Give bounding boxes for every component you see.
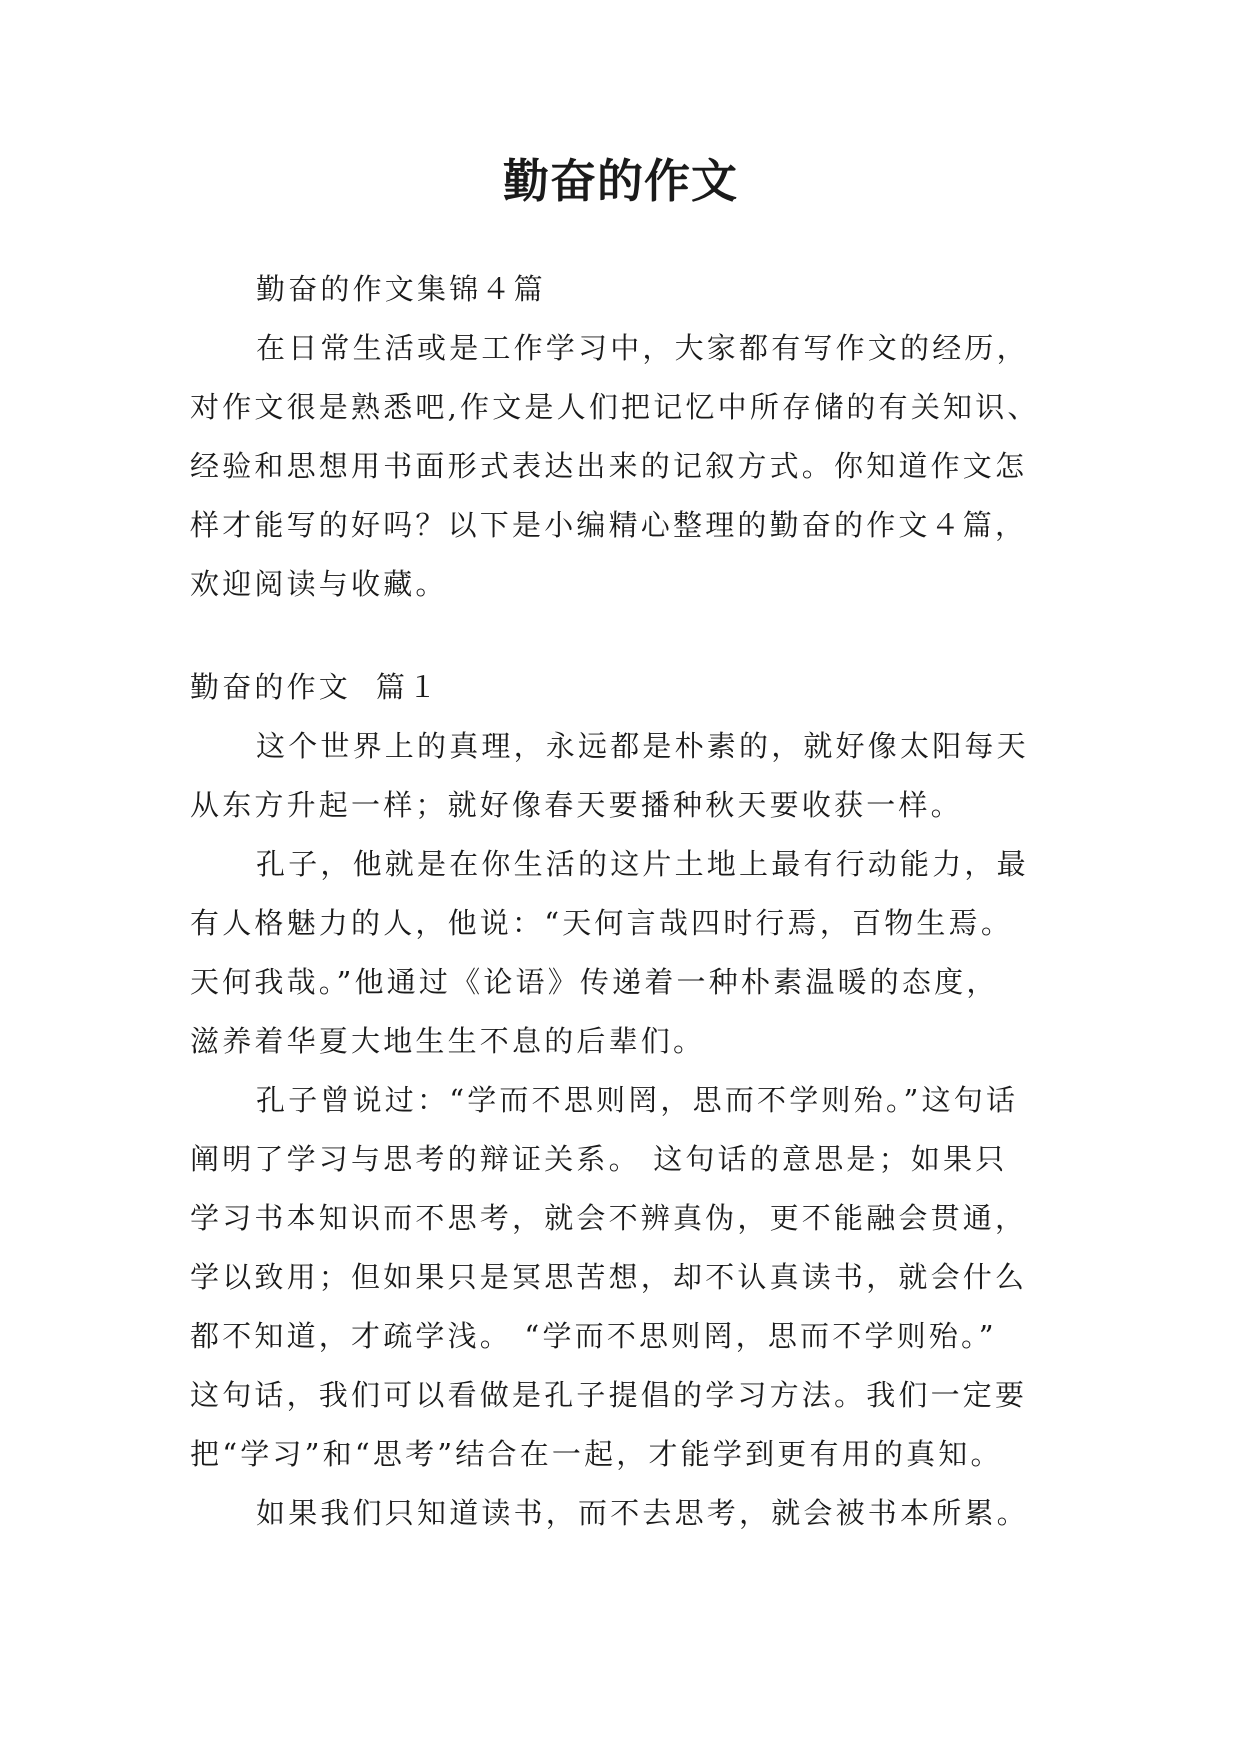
section-gap xyxy=(190,614,1060,658)
paragraph-line: 天何我哉。”他通过《论语》传递着一种朴素温暖的态度， xyxy=(190,965,999,999)
document-body xyxy=(190,260,1060,1543)
paragraph-line: 这句话，我们可以看做是孔子提倡的学习方法。我们一定要 xyxy=(190,1378,1028,1412)
paragraph-line: 都不知道，才疏学浅。 “学而不思则罔，思而不学则殆。” xyxy=(190,1319,997,1353)
paragraph-4 xyxy=(190,1484,1060,1543)
intro-line: 欢迎阅读与收藏。 xyxy=(190,567,448,601)
paragraph-line: 滋养着华夏大地生生不息的后辈们。 xyxy=(190,1024,706,1058)
paragraph-line: 学习书本知识而不思考，就会不辨真伪，更不能融会贯通， xyxy=(190,1201,1028,1235)
paragraph-line: 如果我们只知道读书，而不去思考，就会被书本所累。 xyxy=(256,1496,1029,1530)
paragraph-line: 从东方升起一样；就好像春天要播种秋天要收获一样。 xyxy=(190,788,963,822)
section-heading: 勤奋的作文 篇１ xyxy=(190,670,441,704)
paragraph-2 xyxy=(190,835,1060,1071)
document-title: 勤奋的作文 xyxy=(503,154,738,208)
intro-paragraph xyxy=(190,319,1060,614)
paragraph-line: 孔子，他就是在你生活的这片土地上最有行动能力，最 xyxy=(256,847,1029,881)
intro-line: 对作文很是熟悉吧,作文是人们把记忆中所存储的有关知识、 xyxy=(190,390,1040,424)
paragraph-line: 把“学习”和“思考”结合在一起，才能学到更有用的真知。 xyxy=(190,1437,1003,1471)
paragraph-line: 有人格魅力的人，他说：“天何言哉四时行焉，百物生焉。 xyxy=(190,906,1014,940)
paragraph-line: 学以致用；但如果只是冥思苦想，却不认真读书，就会什么 xyxy=(190,1260,1028,1294)
paragraph-line: 阐明了学习与思考的辩证关系。 这句话的意思是；如果只 xyxy=(190,1142,1008,1176)
paragraph-3 xyxy=(190,1071,1060,1484)
paragraph-line: 孔子曾说过：“学而不思则罔，思而不学则殆。”这句话 xyxy=(256,1083,1019,1117)
paragraph-line: 这个世界上的真理，永远都是朴素的，就好像太阳每天 xyxy=(256,729,1029,763)
intro-line: 在日常生活或是工作学习中，大家都有写作文的经历， xyxy=(256,331,1029,365)
intro-line: 样才能写的好吗？以下是小编精心整理的勤奋的作文４篇， xyxy=(190,508,1028,542)
collection-subtitle: 勤奋的作文集锦４篇 xyxy=(256,272,546,306)
intro-line: 经验和思想用书面形式表达出来的记叙方式。你知道作文怎 xyxy=(190,449,1028,483)
paragraph-1 xyxy=(190,717,1060,835)
